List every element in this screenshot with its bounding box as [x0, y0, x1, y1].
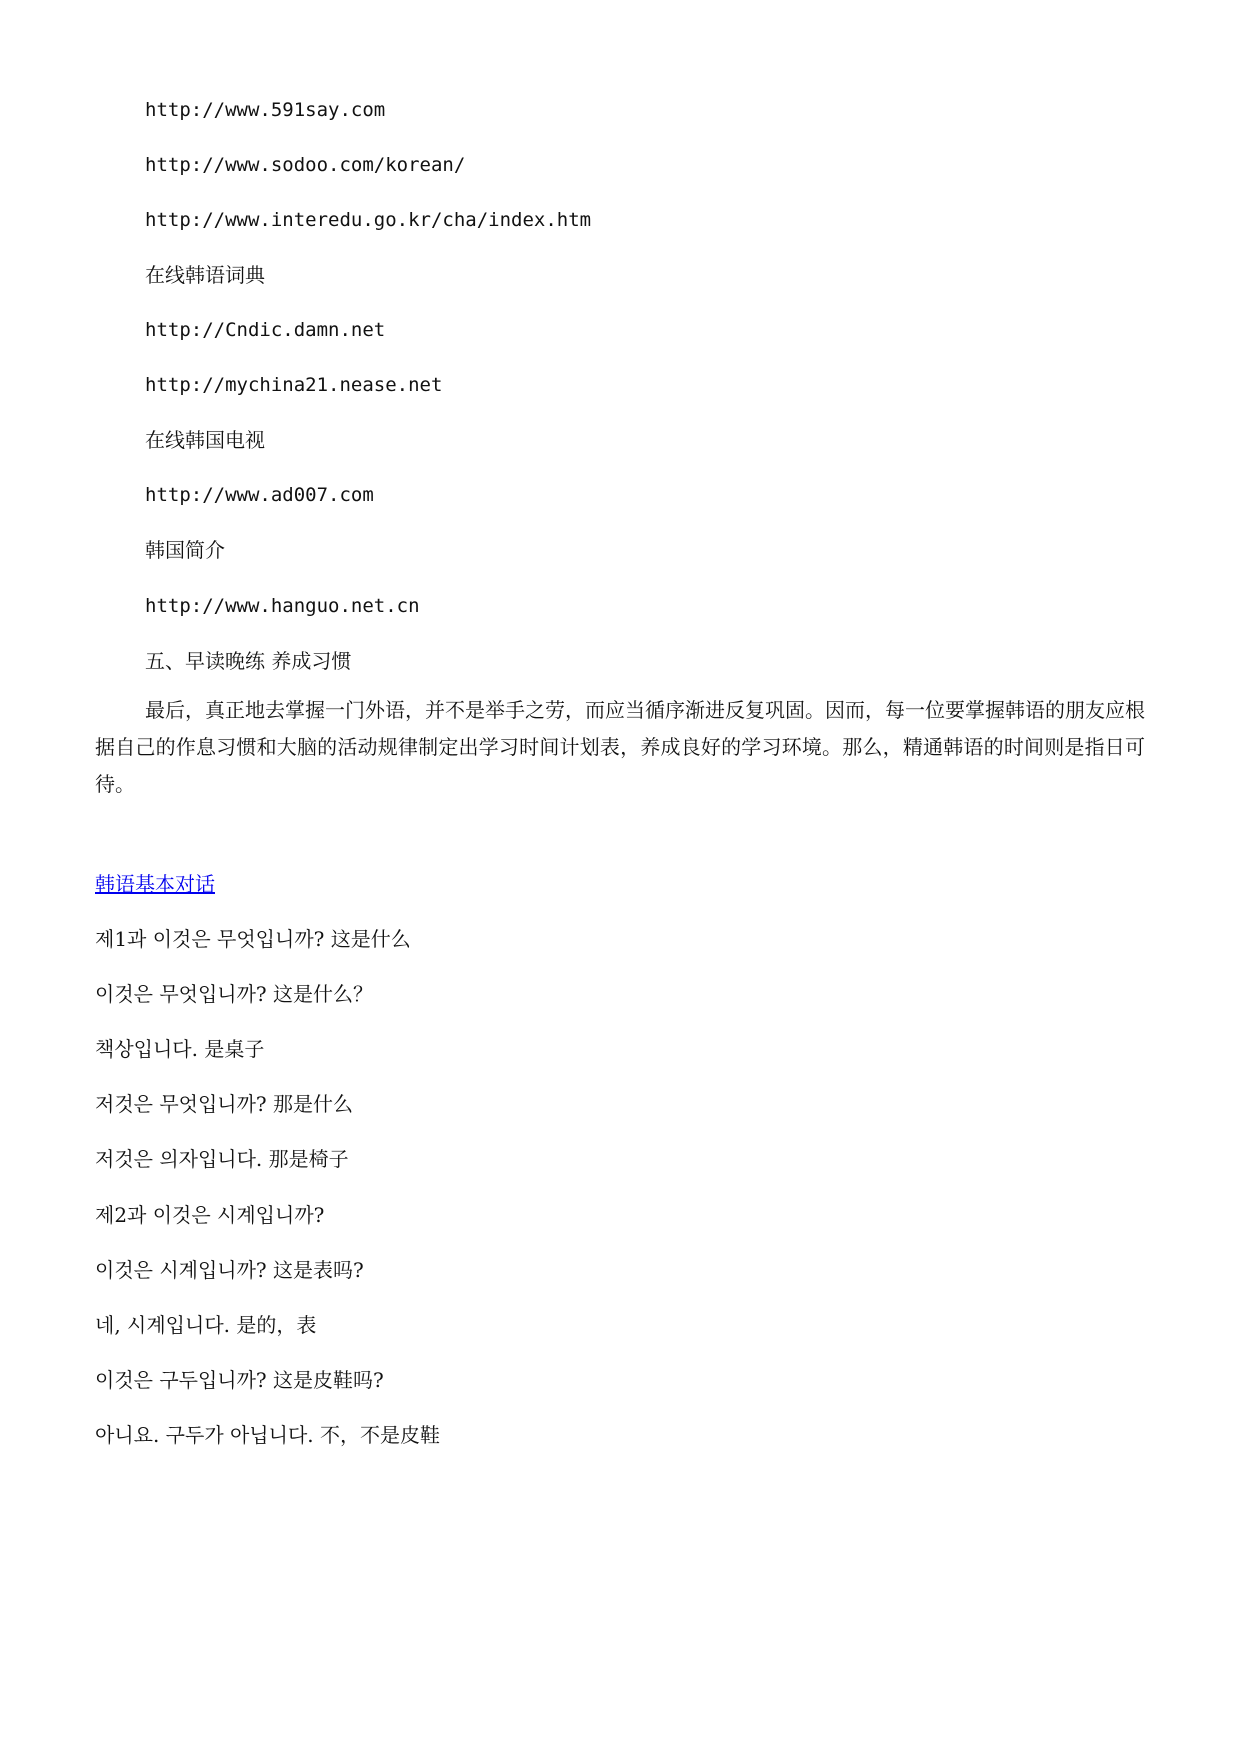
url-cndic: http://Cndic.damn.net: [145, 319, 386, 341]
url-sodoo-korean: http://www.sodoo.com/korean/: [145, 154, 466, 176]
url-interedu: http://www.interedu.go.kr/cha/index.htm: [145, 209, 592, 231]
section5-paragraph: 最后，真正地去掌握一门外语，并不是举手之劳，而应当循序渐进反复巩固。因而，每一位要掌握韩语的朋友应根据自己的作息习惯和大脑的活动规律制定出学习时间计划表，养成良好的学习环境。那么，精通韩语的时间则是指日可待。: [95, 698, 1145, 796]
dialogue-line: 이것은 시계입니까? 这是表吗?: [95, 1258, 364, 1282]
dialogue-line: 저것은 무엇입니까? 那是什么: [95, 1092, 353, 1116]
dialogue-line: 제2과 이것은 시계입니까?: [95, 1203, 325, 1227]
url-hanguo: http://www.hanguo.net.cn: [145, 595, 420, 617]
dialogue-line: 제1과 이것은 무엇입니까? 这是什么: [95, 927, 411, 951]
section5-heading: 五、早读晚练 养成习惯: [145, 649, 352, 673]
dialogue-line: 네, 시계입니다. 是的，表: [95, 1313, 317, 1337]
url-mychina21: http://mychina21.nease.net: [145, 374, 443, 396]
url-ad007: http://www.ad007.com: [145, 484, 374, 506]
dialogue-line: 이것은 무엇입니까? 这是什么？: [95, 982, 373, 1006]
dialogue-line: 저것은 의자입니다. 那是椅子: [95, 1147, 349, 1171]
intro-heading: 韩国简介: [145, 538, 225, 562]
dialogue-line: 아니요. 구두가 아닙니다. 不，不是皮鞋: [95, 1423, 440, 1447]
dialogue-line: 이것은 구두입니까? 这是皮鞋吗?: [95, 1368, 384, 1392]
tv-heading: 在线韩国电视: [145, 428, 265, 452]
dialogue-link[interactable]: 韩语基本对话: [95, 872, 215, 896]
dict-heading: 在线韩语词典: [145, 263, 265, 287]
url-591say: http://www.591say.com: [145, 99, 386, 121]
dialogue-line: 책상입니다. 是桌子: [95, 1037, 265, 1061]
